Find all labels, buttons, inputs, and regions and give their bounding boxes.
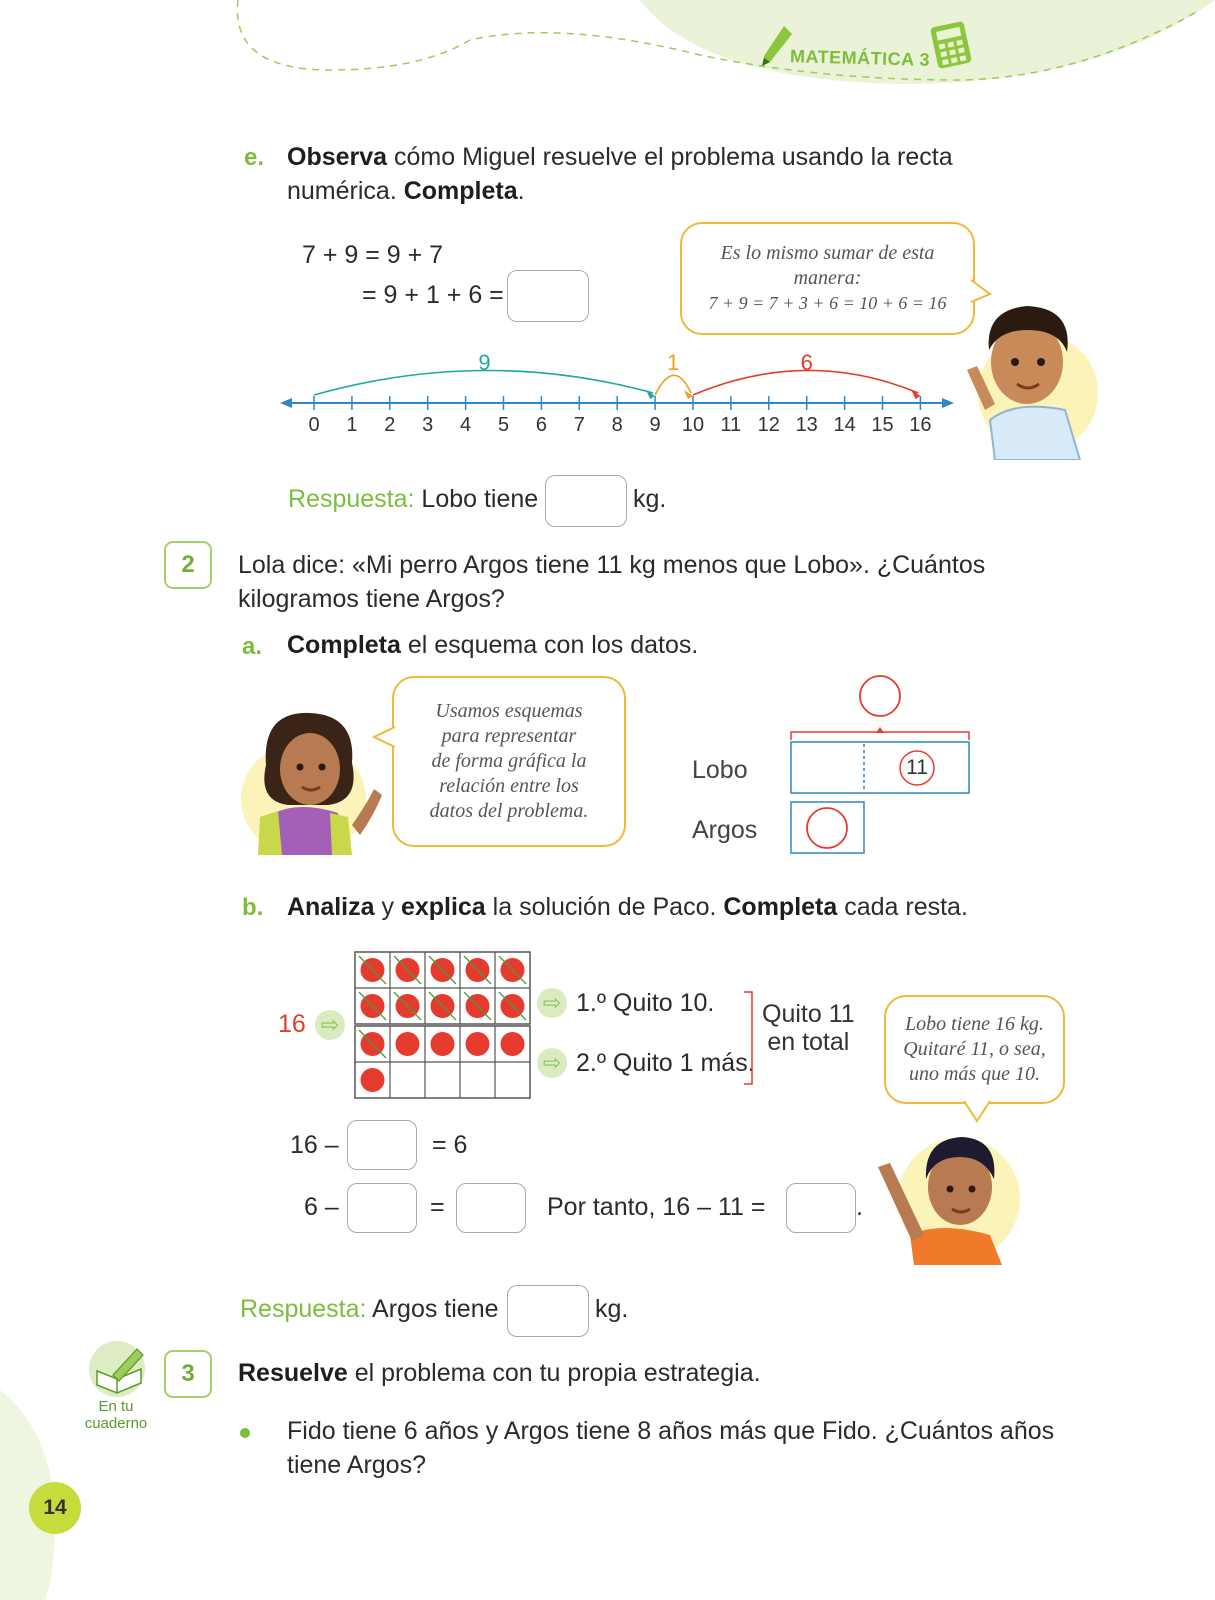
tick-label: 16 (909, 414, 932, 436)
axis-arrow-right (942, 398, 954, 408)
tick-label: 2 (384, 414, 396, 436)
tick-label: 0 (308, 414, 320, 436)
instruction-bold: explica (400, 893, 486, 921)
step-2: 2.º Quito 1 más. (576, 1049, 755, 1077)
instruction-text: el esquema con los datos. (400, 631, 699, 659)
brace-text (762, 1000, 855, 1056)
instruction-text: la solución de Paco. (485, 893, 724, 921)
jump-label: 9 (478, 350, 491, 375)
answer-label: Respuesta: (240, 1295, 367, 1323)
bubble-line: Es lo mismo sumar de esta (720, 242, 935, 264)
paco-illustration (870, 1125, 1020, 1265)
lobo-bar (791, 742, 969, 793)
tick-label: 14 (833, 414, 856, 436)
jump-label: 6 (800, 350, 813, 375)
instruction-bold: Observa (287, 143, 388, 171)
problem-2-text (238, 548, 1058, 616)
bubble-tail (962, 1100, 992, 1124)
tick-label: 6 (535, 414, 547, 436)
bullet-line: Fido tiene 6 años y Argos tiene 8 años más que Fido. ¿Cuántos años (287, 1417, 1055, 1445)
lola-illustration (248, 705, 388, 855)
step-1: 1.º Quito 10. (576, 989, 715, 1017)
instruction-text: y (374, 893, 401, 921)
tick-label: 1 (346, 414, 358, 436)
bubble-tail (370, 725, 396, 753)
arrow-bullet-icon: ⇨ (537, 988, 567, 1018)
bar-schema (780, 668, 980, 858)
answer-box-por-tanto[interactable] (786, 1183, 856, 1233)
tick-label: 8 (611, 414, 623, 436)
answer-box-sub1[interactable] (347, 1120, 417, 1170)
problem-number-2: 2 (164, 541, 212, 589)
calculator-icon (928, 20, 974, 70)
jump-arrowhead (684, 390, 693, 399)
tick-label: 7 (573, 414, 585, 436)
item-b-instruction (287, 890, 968, 924)
dot-grid (354, 950, 534, 1100)
problem-3-bullet (287, 1414, 1107, 1482)
notebook-label (76, 1398, 156, 1432)
equation-line-1: 7 + 9 = 9 + 7 (302, 241, 444, 269)
tick-label: 13 (795, 414, 818, 436)
tick-label: 15 (871, 414, 894, 436)
subtraction-2-eq: = (430, 1193, 445, 1221)
problem-number-3: 3 (164, 1350, 212, 1398)
subtraction-2-left: 6 – (304, 1193, 339, 1221)
counter-dot (501, 1032, 525, 1056)
answer-box-lobo[interactable] (545, 475, 627, 527)
bullet-dot (240, 1428, 250, 1438)
answer-text: Argos tiene (372, 1295, 499, 1323)
arrow-bullet-icon: ⇨ (537, 1048, 567, 1078)
item-letter-b: b. (242, 894, 264, 921)
schema-label-lobo: Lobo (692, 756, 748, 784)
problem-3-instruction (238, 1356, 761, 1390)
brace-text-line: Quito 11 (762, 1000, 855, 1028)
tick-label: 10 (681, 414, 705, 436)
por-tanto-end: . (856, 1193, 863, 1221)
tick-label: 3 (422, 414, 434, 436)
instruction-text: numérica. (287, 177, 404, 205)
instruction-bold: Completa (287, 631, 401, 659)
item-e-instruction (287, 140, 1027, 208)
problem-2-line: Lola dice: «Mi perro Argos tiene 11 kg menos que Lobo». ¿Cuántos (238, 551, 986, 579)
number-line (278, 340, 958, 450)
bubble-line: 7 + 9 = 7 + 3 + 6 = 10 + 6 = 16 (708, 293, 947, 313)
page-number: 14 (29, 1482, 81, 1534)
tick-label: 5 (497, 414, 510, 436)
lola-speech-bubble (392, 676, 626, 847)
tick-label: 9 (649, 414, 661, 436)
bubble-line: relación entre los (439, 775, 579, 797)
item-a-instruction (287, 628, 698, 662)
instruction-bold: Completa (723, 893, 838, 921)
tick-label: 12 (757, 414, 780, 436)
answer-label: Respuesta: (288, 485, 415, 513)
item-letter-a: a. (242, 633, 263, 660)
answer-row-e (288, 482, 538, 516)
jump-arrowhead (646, 390, 655, 399)
axis-arrow-left (280, 398, 292, 408)
bubble-line: Quitaré 11, o sea, (903, 1038, 1046, 1060)
bubble-line: manera: (793, 267, 862, 289)
tick-label: 11 (720, 414, 742, 436)
bubble-line: de forma gráfica la (431, 750, 587, 772)
bubble-line: para representar (441, 725, 577, 747)
bullet-line: tiene Argos? (287, 1451, 426, 1479)
instruction-text: el problema con tu propia estrategia. (347, 1359, 761, 1387)
argos-answer-circle (807, 808, 847, 848)
subtraction-1-right: = 6 (432, 1131, 468, 1159)
instruction-bold: Resuelve (238, 1359, 348, 1387)
answer-unit: kg. (595, 1295, 629, 1323)
jump-label: 1 (666, 350, 680, 375)
notebook-label-line: En tu (98, 1398, 134, 1415)
grid-label-16: 16 (278, 1010, 306, 1038)
instruction-text: cómo Miguel resuelve el problema usando la recta (387, 143, 953, 171)
bubble-line: Usamos esquemas (435, 700, 583, 722)
brace-text-line: en total (767, 1028, 850, 1056)
subtraction-1-left: 16 – (290, 1131, 339, 1159)
counter-dot (431, 1032, 455, 1056)
problem-2-line: kilogramos tiene Argos? (238, 585, 505, 613)
bubble-line: uno más que 10. (908, 1063, 1041, 1085)
arrow-bullet-icon: ⇨ (315, 1010, 345, 1040)
answer-row-2 (240, 1292, 499, 1326)
counter-dot (361, 1068, 385, 1092)
paco-speech-bubble (884, 995, 1065, 1104)
instruction-bold: Completa (403, 177, 518, 205)
argos-bar (791, 802, 864, 853)
schema-value-11: 11 (906, 756, 928, 779)
counter-dot (396, 1032, 420, 1056)
notebook-label-line: cuaderno (84, 1415, 148, 1432)
header-decoration (0, 0, 1215, 100)
tick-label: 4 (460, 414, 472, 436)
miguel-speech-bubble (680, 222, 975, 335)
bubble-line: datos del problema. (429, 800, 589, 822)
answer-box-sub2b[interactable] (456, 1183, 526, 1233)
answer-box-sub2a[interactable] (347, 1183, 417, 1233)
notebook-icon (89, 1343, 149, 1397)
bubble-line: Lobo tiene 16 kg. (905, 1013, 1044, 1035)
equation-line-2: = 9 + 1 + 6 = (362, 281, 504, 309)
counter-dot (466, 1032, 490, 1056)
total-answer-circle (860, 676, 900, 716)
item-letter-e: e. (244, 144, 265, 171)
book-title: MATEMÁTICA 3 (789, 46, 931, 70)
brace (742, 990, 758, 1086)
miguel-illustration (955, 300, 1105, 460)
instruction-end: . (517, 177, 525, 205)
answer-box-sum[interactable] (507, 270, 589, 322)
instruction-text: cada resta. (837, 893, 968, 921)
por-tanto-text: Por tanto, 16 – 11 = (547, 1193, 766, 1221)
answer-text: Lobo tiene (421, 485, 539, 513)
answer-unit: kg. (633, 485, 667, 513)
answer-box-argos[interactable] (507, 1285, 589, 1337)
schema-label-argos: Argos (692, 816, 758, 844)
instruction-bold: Analiza (287, 893, 375, 921)
